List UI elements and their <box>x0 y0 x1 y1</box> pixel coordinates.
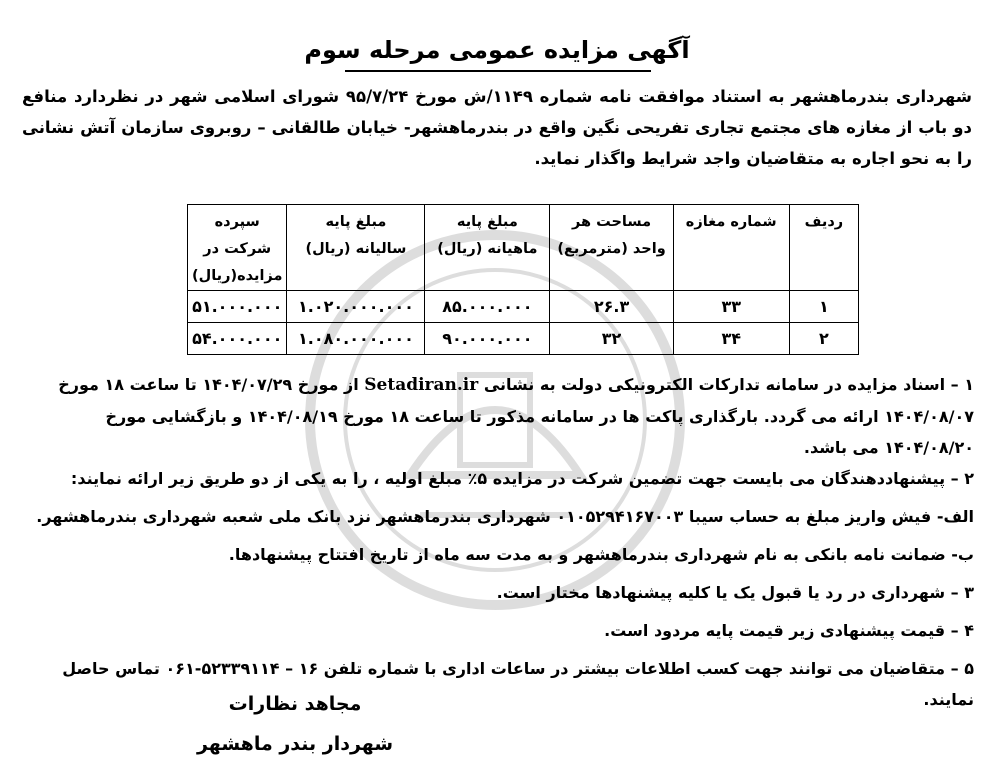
term-number: ۳ – <box>950 583 974 602</box>
header-cell: مبلغ پایه سالیانه (ریال) <box>287 205 425 291</box>
term-number: ۲ – <box>950 469 974 488</box>
table-cell: ۸۵.۰۰۰.۰۰۰ <box>425 291 550 323</box>
signatory-role: شهردار بندر ماهشهر <box>196 733 394 755</box>
header-cell: مبلغ پایه ماهیانه (ریال) <box>425 205 550 291</box>
term-2-option-be: ب- ضمانت نامه بانکی به نام شهرداری بندرماهشهر و به مدت سه ماه از تاریخ افتتاح پیشنهادها. <box>228 545 974 564</box>
table-cell: ۲۶.۳ <box>550 291 673 323</box>
signatory-name: مجاهد نظارات <box>228 693 362 715</box>
table-row <box>188 291 859 323</box>
table-cell: ۳۴ <box>673 323 789 355</box>
table-cell: ۵۴.۰۰۰.۰۰۰ <box>188 323 287 355</box>
table-cell: ۳۳ <box>673 291 789 323</box>
term-1 <box>14 369 974 463</box>
terms-list <box>14 369 974 715</box>
term-text: پیشنهاددهندگان می بایست جهت تضمین شرکت در مزایده ۵٪ مبلغ اولیه ، را به یکی از دو طریق زیر ارائه نمایند: <box>70 469 946 488</box>
header-cell: ردیف <box>789 205 858 291</box>
table-cell: ۱.۰۸۰.۰۰۰.۰۰۰ <box>287 323 425 355</box>
notice-title: آگهی مزایده عمومی مرحله سوم <box>304 36 690 64</box>
term-2 <box>14 463 974 494</box>
term-text: از مورخ ۱۴۰۴/۰۷/۲۹ تا ساعت ۱۸ مورخ ۱۴۰۴/۰۸/۰۷ ارائه می گردد. بارگذاری پاکت ها در سامانه مذکور تا ساعت ۱۸ مورخ ۱۴۰۴/۰۸/۱۹ و بازگشایی مورخ ۱۴۰۴/۰۸/۲۰ می باشد. <box>58 375 974 457</box>
header-cell: سپرده شرکت در مزایده(ریال) <box>188 205 287 291</box>
shops-table <box>187 204 859 355</box>
notice-intro: شهرداری بندرماهشهر به استناد موافقت نامه شماره ۱۱۴۹/ش مورخ ۹۵/۷/۲۴ شورای اسلامی شهر در نظردارد منافع دو باب از مغازه های مجتمع تجاری تفریحی نگین واقع در بندرماهشهر- خیابان طالقانی – روبروی سازمان آتش نشانی را به نحو اجاره به متقاضیان واجد شرایط واگذار نماید. <box>22 87 973 168</box>
table-cell: ۵۱.۰۰۰.۰۰۰ <box>188 291 287 323</box>
table-row <box>188 323 859 355</box>
title-underline <box>345 70 651 72</box>
table-cell: ۱ <box>789 291 858 323</box>
header-cell: شماره مغازه <box>673 205 789 291</box>
term-text: شهرداری در رد یا قبول یک یا کلیه پیشنهادها مختار است. <box>496 583 946 602</box>
term-number: ۴ – <box>950 621 974 640</box>
website-link[interactable]: Setadiran.ir <box>364 375 479 395</box>
term-text: اسناد مزایده در سامانه تدارکات الکترونیکی دولت به نشانی <box>483 375 946 394</box>
term-3 <box>14 577 974 608</box>
table-cell: ۱.۰۲۰.۰۰۰.۰۰۰ <box>287 291 425 323</box>
term-4 <box>14 615 974 646</box>
term-text: متقاضیان می توانند جهت کسب اطلاعات بیشتر در ساعات اداری با شماره تلفن ۱۶ – ۵۲۳۳۹۱۱۴-۰۶۱ تماس حاصل نمایند. <box>62 659 974 709</box>
term-number: ۵ – <box>950 659 974 678</box>
term-text: قیمت پیشنهادی زیر قیمت پایه مردود است. <box>604 621 946 640</box>
term-2-option-alef: الف- فیش واریز مبلغ به حساب سیبا ۰۱۰۵۲۹۴۱۶۷۰۰۳ شهرداری بندرماهشهر نزد بانک ملی شعبه شهرداری بندرماهشهر. <box>36 507 974 526</box>
term-5 <box>14 653 974 715</box>
header-cell: مساحت هر واحد (مترمربع) <box>550 205 673 291</box>
table-header-row <box>188 205 859 291</box>
table-cell: ۳۲ <box>550 323 673 355</box>
table-cell: ۹۰.۰۰۰.۰۰۰ <box>425 323 550 355</box>
term-number: ۱ – <box>950 375 974 394</box>
table-cell: ۲ <box>789 323 858 355</box>
